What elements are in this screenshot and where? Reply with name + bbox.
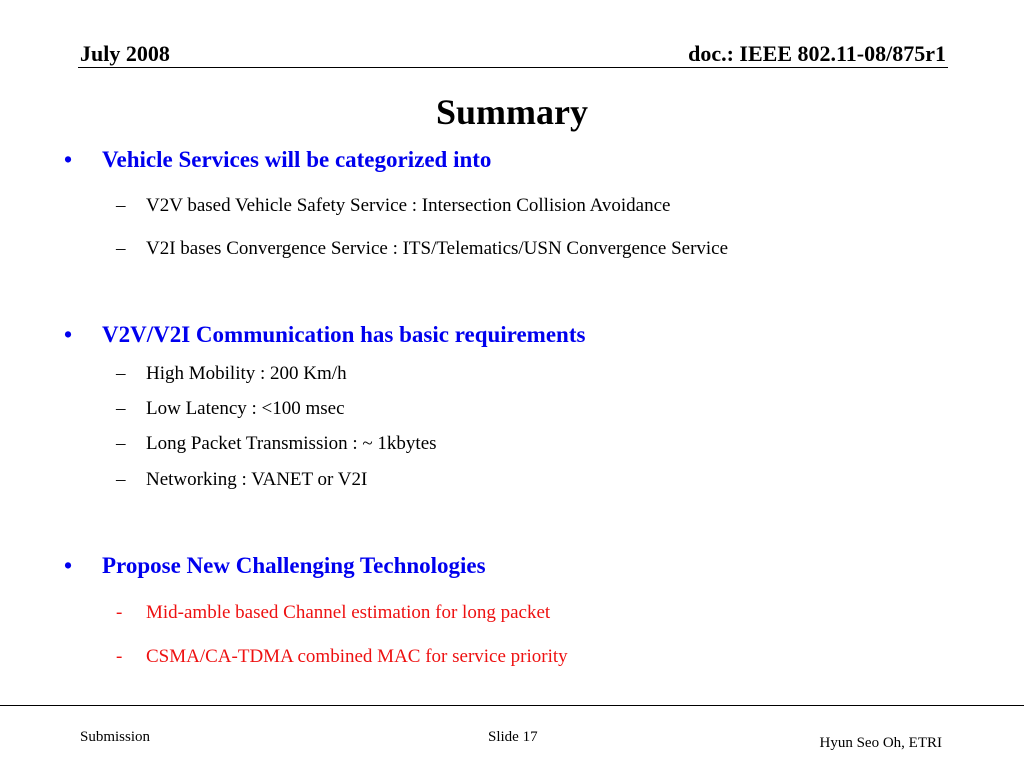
bullet-dot-icon: • [64,322,73,347]
dash-marker: – [116,398,126,419]
sub-item-text: Mid-amble based Channel estimation for long packet [146,602,551,623]
header-doc-id: doc.: IEEE 802.11-08/875r1 [688,41,946,66]
dash-marker: – [116,363,126,384]
dash-marker: – [116,238,126,259]
header-date: July 2008 [80,41,170,66]
sub-item-text: High Mobility : 200 Km/h [146,363,347,384]
bullet-heading: V2V/V2I Communication has basic requirements [102,322,586,347]
footer-author: Hyun Seo Oh, ETRI [819,735,942,751]
sub-item-text: V2I bases Convergence Service : ITS/Telematics/USN Convergence Service [146,238,729,259]
dash-marker: - [116,602,123,623]
bullet-dot-icon: • [64,553,73,578]
dash-marker: – [116,195,126,216]
header-divider [78,67,948,68]
sub-item-text: CSMA/CA-TDMA combined MAC for service priority [146,646,568,667]
footer-submission: Submission [80,729,151,745]
sub-item-text: Long Packet Transmission : ~ 1kbytes [146,433,437,454]
bullet-dot-icon: • [64,147,73,172]
footer-divider [0,705,1024,706]
sub-item-text: V2V based Vehicle Safety Service : Intersection Collision Avoidance [146,195,671,216]
dash-marker: – [116,433,126,454]
dash-marker: – [116,469,126,490]
slide-title: Summary [436,92,588,132]
dash-marker: - [116,646,123,667]
footer-slide-number: Slide 17 [488,729,538,745]
bullet-heading: Vehicle Services will be categorized into [102,147,492,172]
sub-item-text: Networking : VANET or V2I [146,469,368,490]
bullet-heading: Propose New Challenging Technologies [102,553,486,578]
sub-item-text: Low Latency : <100 msec [146,398,345,419]
